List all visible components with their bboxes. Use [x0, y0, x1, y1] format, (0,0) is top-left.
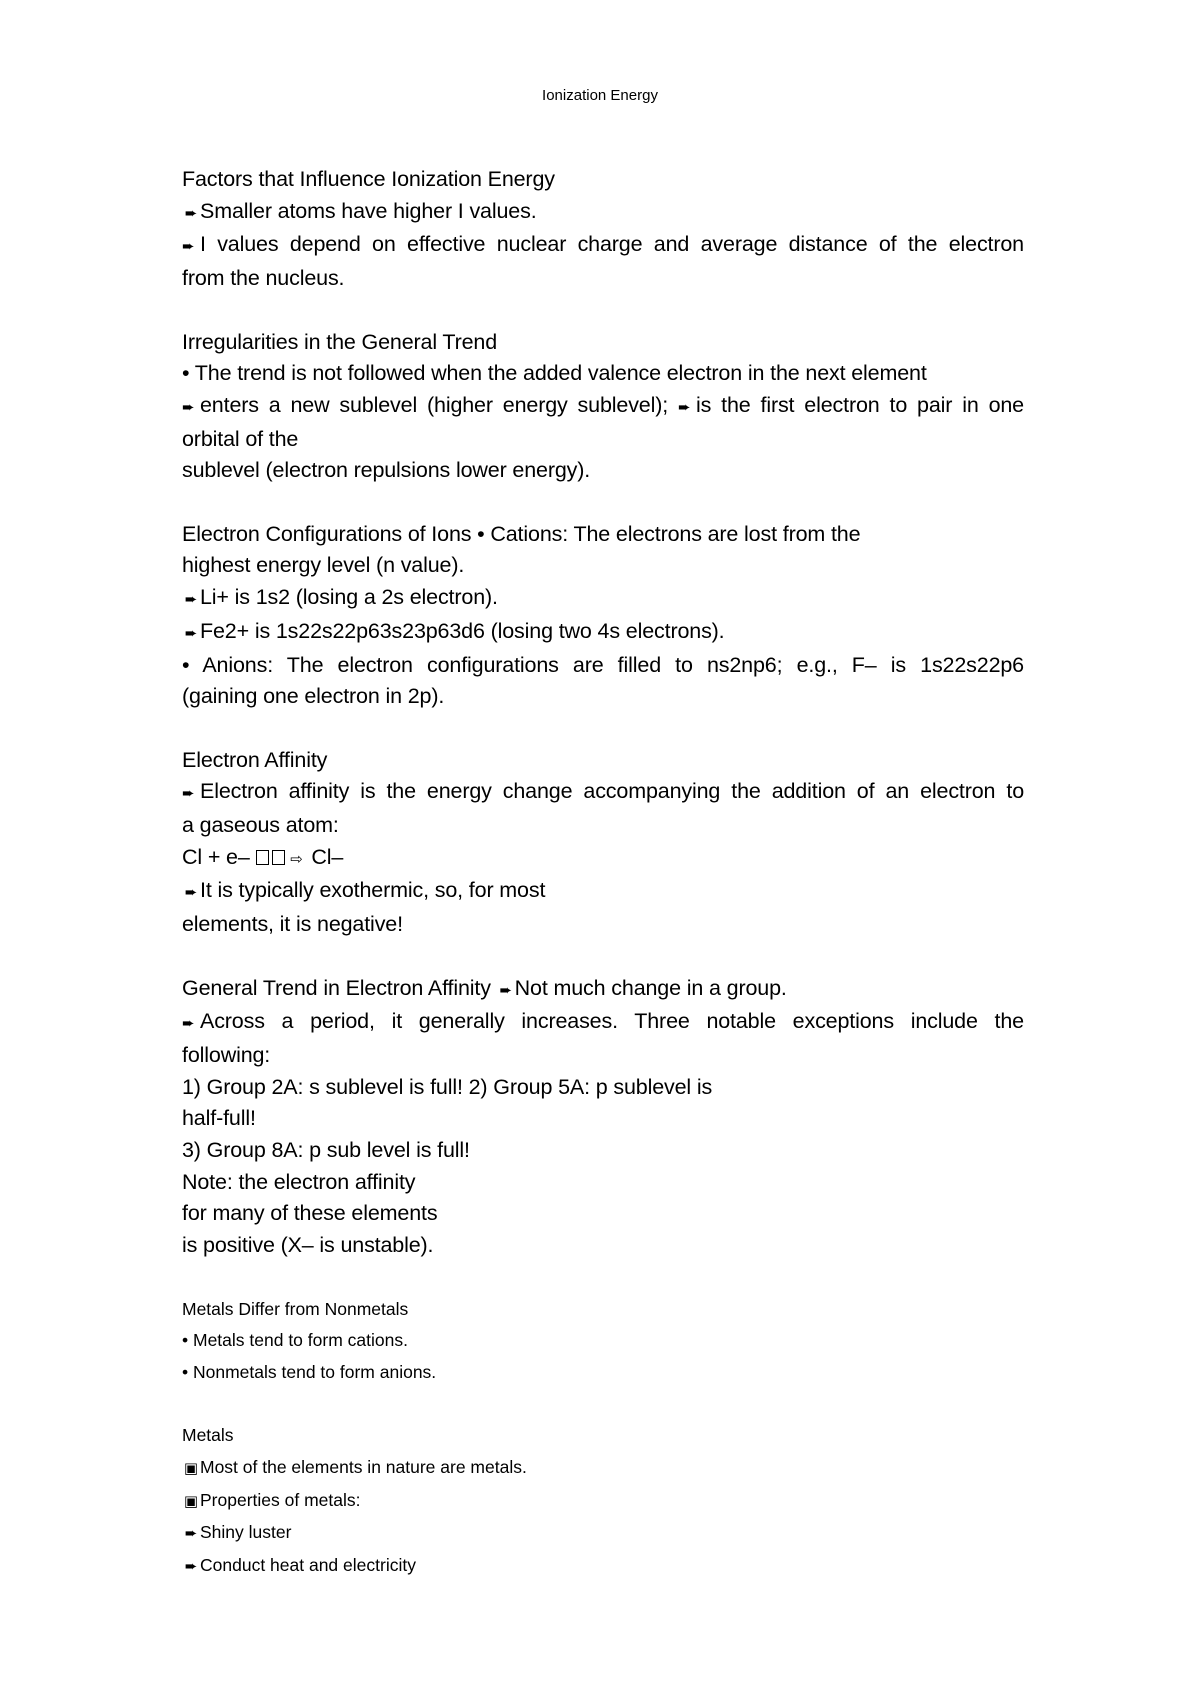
- text-line: a gaseous atom:: [182, 813, 339, 838]
- text-line: [182, 1517, 1024, 1550]
- text-line: [182, 1452, 1024, 1485]
- text-line: orbital of the: [182, 426, 299, 451]
- text-span: Not much change in a group.: [514, 975, 787, 1000]
- text-span: Across a period, it generally increases. Three notable exceptions include the: [200, 1009, 1024, 1034]
- text-line: sublevel (electron repulsions lower energy).: [182, 458, 591, 483]
- text-line: • The trend is not followed when the added valence electron in the next element: [182, 361, 927, 386]
- section-heading-ion-configurations: Electron Configurations of Ions • Cations: The electrons are lost from the: [182, 521, 861, 546]
- arrow-bullet-icon: ➨: [184, 1525, 198, 1543]
- square-bullet-icon: ▣: [183, 1460, 199, 1478]
- text-line: elements, it is negative!: [182, 912, 403, 937]
- section-heading-metals-vs-nonmetals: Metals Differ from Nonmetals: [182, 1298, 409, 1319]
- document-body: [182, 164, 1024, 1583]
- text-span: I values depend on effective nuclear charge and average distance of the electron: [200, 232, 1024, 257]
- page-header-title: Ionization Energy: [542, 87, 658, 104]
- missing-glyph-box-icon: [272, 850, 285, 865]
- text-line: [182, 616, 1024, 650]
- text-line: [182, 390, 1024, 424]
- text-line: Note: the electron affinity: [182, 1169, 416, 1194]
- text-line: 1) Group 2A: s sublevel is full! 2) Group 5A: p sublevel is: [182, 1074, 713, 1099]
- text-line: [182, 1550, 1024, 1583]
- paragraph-gap: [182, 941, 1024, 973]
- reaction-arrow-glyph-icon: ⇨: [290, 850, 303, 868]
- arrow-bullet-icon: ➨: [182, 398, 195, 416]
- text-span: Li+ is 1s2 (losing a 2s electron).: [200, 585, 498, 610]
- text-span: Smaller atoms have higher I values.: [200, 198, 537, 223]
- section-heading-ionization-factors: Factors that Influence Ionization Energy: [182, 167, 555, 191]
- text-span: is the first electron to pair in one: [696, 392, 1024, 417]
- arrow-bullet-icon: ➨: [184, 624, 198, 642]
- text-line: 3) Group 8A: p sub level is full!: [182, 1138, 470, 1163]
- text-line: [182, 196, 1024, 230]
- text-line: • Metals tend to form cations.: [182, 1330, 408, 1351]
- text-span: Shiny luster: [200, 1522, 292, 1543]
- text-line: is positive (X– is unstable).: [182, 1233, 434, 1258]
- section-heading-affinity-trend: [182, 973, 1024, 1007]
- text-line: highest energy level (n value).: [182, 553, 465, 578]
- equation-reactants: Cl + e–: [182, 844, 250, 869]
- arrow-bullet-icon: ➨: [184, 204, 198, 222]
- text-span: Electron affinity is the energy change accompanying the addition of an electron to: [200, 779, 1024, 804]
- text-line: for many of these elements: [182, 1201, 438, 1226]
- section-heading-metals: Metals: [182, 1425, 234, 1446]
- arrow-bullet-icon: ➨: [678, 398, 691, 416]
- text-span: Conduct heat and electricity: [200, 1555, 416, 1576]
- paragraph-gap: [182, 1262, 1024, 1294]
- arrow-bullet-icon: ➨: [184, 884, 198, 902]
- paragraph-gap: [182, 295, 1024, 327]
- text-line: [182, 229, 1024, 263]
- equation-products: Cl–: [311, 844, 344, 869]
- text-span: General Trend in Electron Affinity: [182, 975, 491, 1000]
- text-span: Fe2+ is 1s22s22p63s23p63d6 (losing two 4s electrons).: [200, 618, 725, 643]
- arrow-bullet-icon: ➨: [499, 981, 512, 999]
- text-span: It is typically exothermic, so, for most: [200, 878, 546, 903]
- arrow-bullet-icon: ➨: [182, 238, 195, 256]
- text-line: (gaining one electron in 2p).: [182, 684, 445, 709]
- arrow-bullet-icon: ➨: [182, 785, 195, 803]
- arrow-bullet-icon: ➨: [184, 1558, 198, 1576]
- text-line: half-full!: [182, 1106, 256, 1131]
- text-span: Most of the elements in nature are metals.: [200, 1457, 527, 1478]
- text-line: • Anions: The electron configurations are filled to ns2np6; e.g., F– is 1s22s22p6: [182, 652, 1024, 677]
- missing-glyph-box-icon: [256, 850, 269, 865]
- paragraph-gap: [182, 1389, 1024, 1421]
- text-line: [182, 875, 1024, 909]
- arrow-bullet-icon: ➨: [182, 1015, 195, 1033]
- text-line: • Nonmetals tend to form anions.: [182, 1361, 437, 1382]
- square-bullet-icon: ▣: [183, 1492, 199, 1510]
- text-line: [182, 776, 1024, 810]
- reaction-equation: [182, 842, 1024, 876]
- section-heading-electron-affinity: Electron Affinity: [182, 747, 328, 772]
- text-line: from the nucleus.: [182, 266, 345, 291]
- arrow-bullet-icon: ➨: [184, 591, 198, 609]
- paragraph-gap: [182, 487, 1024, 519]
- text-line: [182, 1485, 1024, 1518]
- text-line: [182, 1006, 1024, 1040]
- paragraph-gap: [182, 713, 1024, 745]
- text-line: [182, 582, 1024, 616]
- section-heading-irregularities: Irregularities in the General Trend: [182, 329, 498, 354]
- text-line: following:: [182, 1042, 271, 1067]
- text-span: enters a new sublevel (higher energy sublevel);: [200, 392, 669, 417]
- text-span: Properties of metals:: [200, 1489, 361, 1510]
